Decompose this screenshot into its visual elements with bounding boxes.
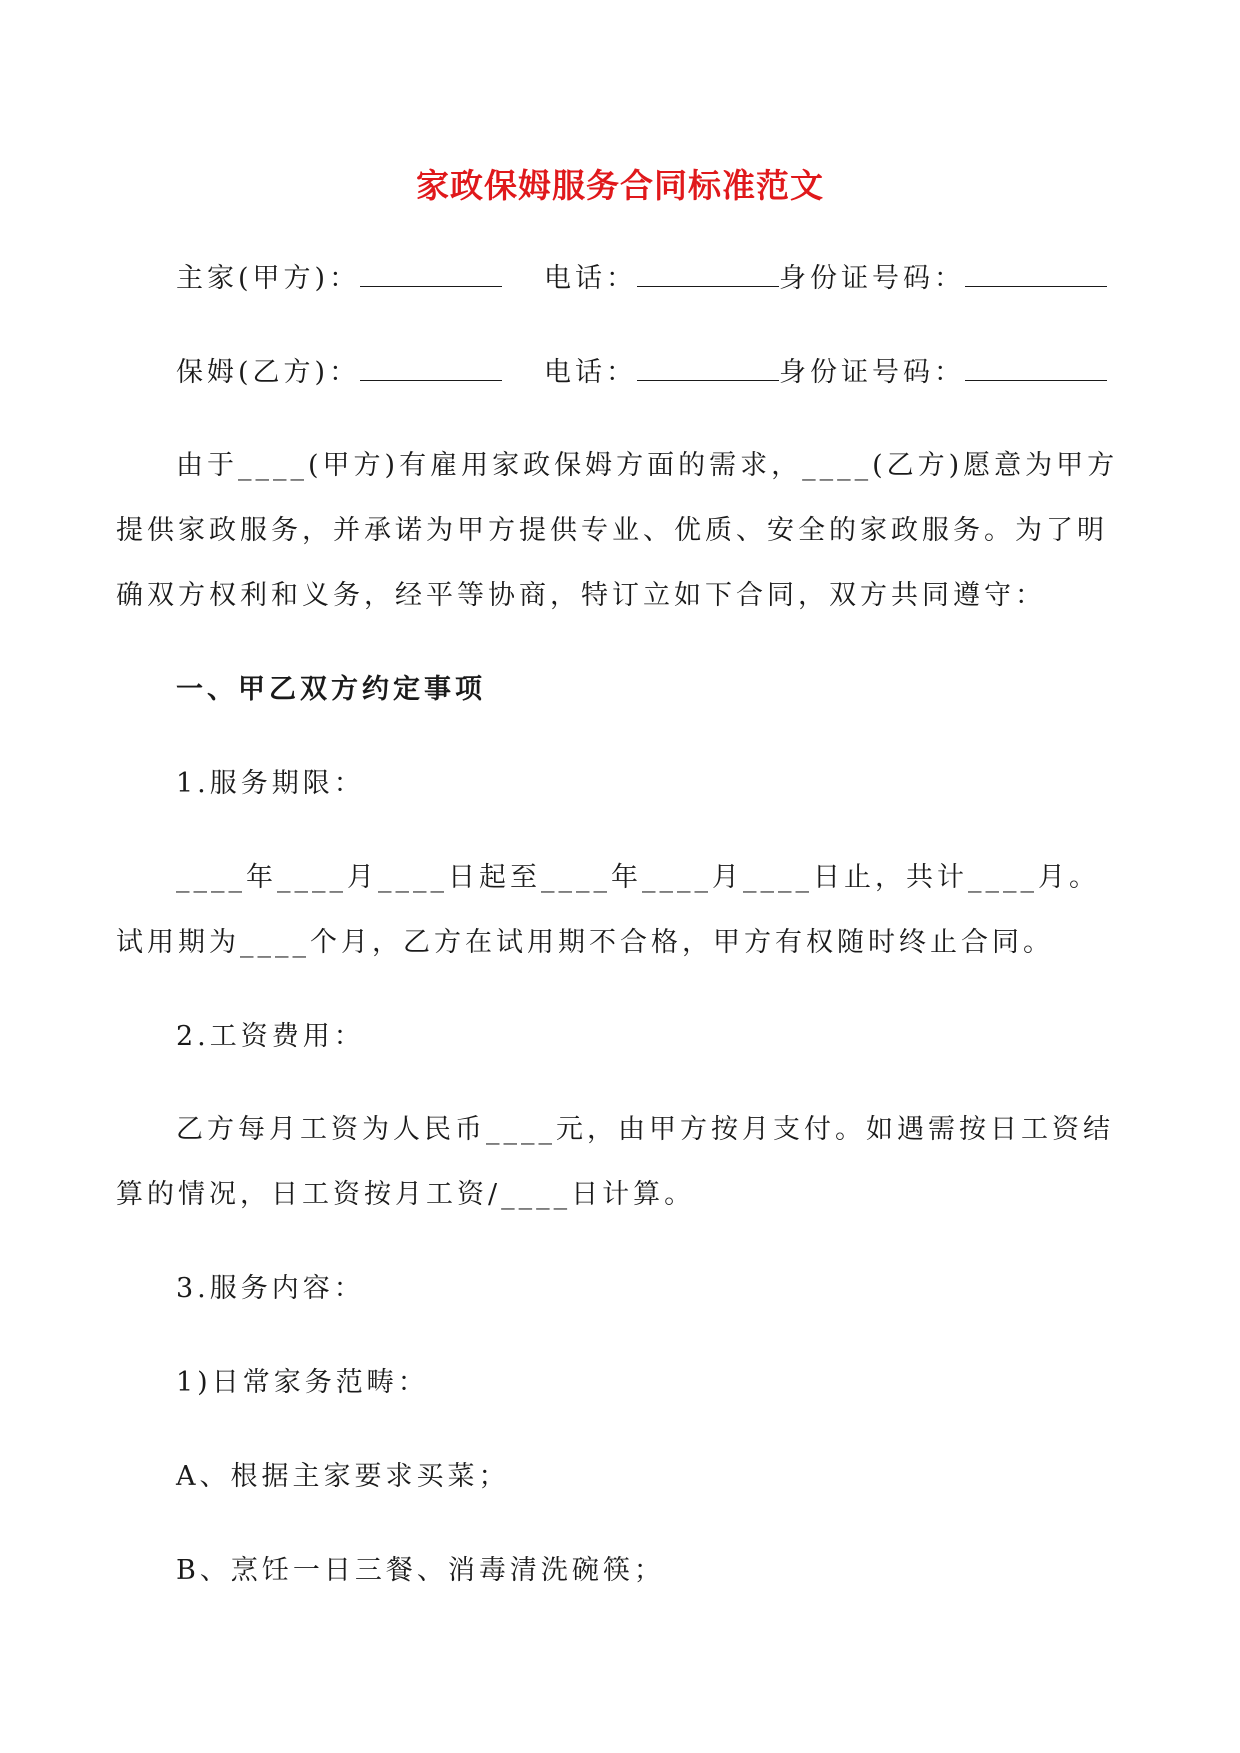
sub-1-label: 1)日常家务范畴：	[176, 1367, 429, 1398]
sub-a-item: A、根据主家要求买菜；	[176, 1461, 510, 1492]
employer-phone-blank[interactable]	[637, 260, 779, 287]
nanny-id-blank[interactable]	[965, 354, 1107, 381]
employer-phone-label: 电话：	[544, 263, 637, 294]
nanny-phone-blank[interactable]	[637, 354, 779, 381]
item-1-text: ____年____月____日起至____年____月____日止，共计____月。试用期为____个月，乙方在试用期不合格，甲方有权随时终止合同。	[116, 862, 1100, 958]
employer-phone-row	[544, 260, 1107, 297]
nanny-row	[176, 354, 502, 391]
nanny-label: 保姆(乙方)：	[176, 357, 361, 388]
item-2-label: 2.工资费用：	[176, 1021, 365, 1052]
item-3-label: 3.服务内容：	[176, 1273, 365, 1304]
employer-id-label: 身份证号码：	[779, 263, 965, 294]
sub-b-item: B、烹饪一日三餐、消毒清洗碗筷；	[176, 1555, 665, 1586]
document-title: 家政保姆服务合同标准范文	[416, 166, 824, 205]
nanny-id-label: 身份证号码：	[779, 357, 965, 388]
employer-name-blank[interactable]	[360, 260, 502, 287]
employer-id-blank[interactable]	[965, 260, 1107, 287]
nanny-name-blank[interactable]	[360, 354, 502, 381]
item-1-label: 1.服务期限：	[176, 768, 365, 799]
employer-label: 主家(甲方)：	[176, 263, 361, 294]
nanny-phone-label: 电话：	[544, 357, 637, 388]
nanny-phone-row	[544, 354, 1107, 391]
section-1-heading: 一、甲乙双方约定事项	[176, 674, 486, 705]
intro-paragraph: 由于____(甲方)有雇用家政保姆方面的需求，____(乙方)愿意为甲方提供家政服务，并承诺为甲方提供专业、优质、安全的家政服务。为了明确双方权利和义务，经平等协商，特订立如下合同，双方共同遵守：	[116, 450, 1119, 611]
employer-row	[176, 260, 502, 297]
item-2-text: 乙方每月工资为人民币____元，由甲方按月支付。如遇需按日工资结算的情况，日工资按月工资/____日计算。	[116, 1114, 1114, 1210]
